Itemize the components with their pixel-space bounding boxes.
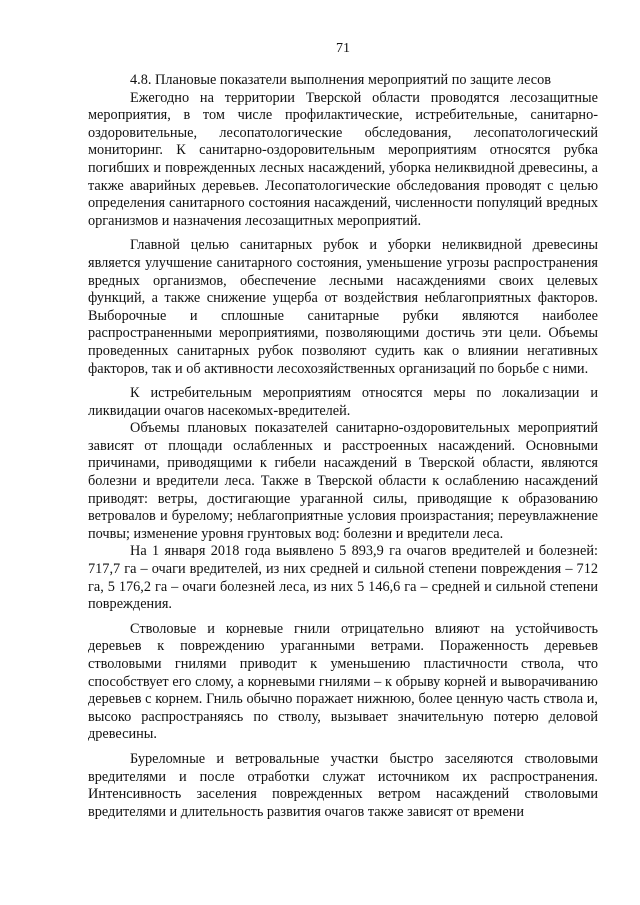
paragraph-3: К истребительным мероприятиям относятся меры по локализации и ликвидации очагов насекомых-вредителей. <box>88 385 598 419</box>
paragraph-7: Буреломные и ветровальные участки быстро заселяются стволовыми вредителями и после отработки служат источником их распространения. Интенсивность заселения поврежденных ветром насаждений стволовыми вредителями и длительность развития очагов также зависят от времени <box>88 750 598 820</box>
paragraph-6: Стволовые и корневые гнили отрицательно влияют на устойчивость деревьев к повреждению ураганными ветрами. Пораженность деревьев стволовыми гнилями приводит к уменьшению пластичности ствола, что способствует его слому, а корневыми гнилями – к обрыву корней и выворачиванию деревьев с корнем. Гниль обычно поражает нижнюю, более ценную часть ствола и, высоко распространяясь по стволу, вызывает значительную потерю деловой древесины. <box>88 620 598 743</box>
paragraph-1: Ежегодно на территории Тверской области проводятся лесозащитные мероприятия, в том числе профилактические, истребительные, санитарно-оздоровительные, лесопатологические обследования, лесопатологический мониторинг. К санитарно-оздоровительным мероприятиям относятся рубка погибших и поврежденных лесных насаждений, уборка неликвидной древесины, а также аварийных деревьев. Лесопатологические обследования проводят с целью определения санитарного состояния насаждений, численности популяций вредных организмов и назначения лесозащитных мероприятий. <box>88 89 598 229</box>
paragraph-4: Объемы плановых показателей санитарно-оздоровительных мероприятий зависят от площади ослабленных и расстроенных насаждений. Основными причинами, приводящими к гибели насаждений в Тверской области, являются болезни и вредители леса. Также в Тверской области к ослаблению насаждений приводят: ветры, достигающие ураганной силы, приводящие к образованию ветровалов и бурелому; неблагоприятные условия произрастания; переувлажнение почвы; изменение уровня грунтовых вод: болезни и вредители леса. <box>88 420 598 542</box>
page-number: 71 <box>336 41 350 56</box>
section-heading: 4.8. Плановые показатели выполнения мероприятий по защите лесов <box>130 72 552 88</box>
paragraph-5: На 1 января 2018 года выявлено 5 893,9 га очагов вредителей и болезней: 717,7 га – очаги вредителей, из них средней и сильной степени повреждения – 712 га, 5 176,2 га – очаги болезней леса, из них 5 146,6 га – средней и сильной степени повреждения. <box>88 543 598 613</box>
paragraph-2: Главной целью санитарных рубок и уборки неликвидной древесины является улучшение санитарного состояния, уменьшение угрозы распространения вредных организмов, обеспечение лесными насаждениями своих целевых функций, а также снижение ущерба от воздействия неблагоприятных факторов. Выборочные и сплошные санитарные рубки являются наиболее распространенными мероприятиями, позволяющими достичь эти цели. Объемы проведенных санитарных рубок позволяют судить как о влиянии негативных факторов, так и об активности лесохозяйственных организаций по борьбе с ними. <box>88 237 598 377</box>
document-page <box>88 40 598 821</box>
